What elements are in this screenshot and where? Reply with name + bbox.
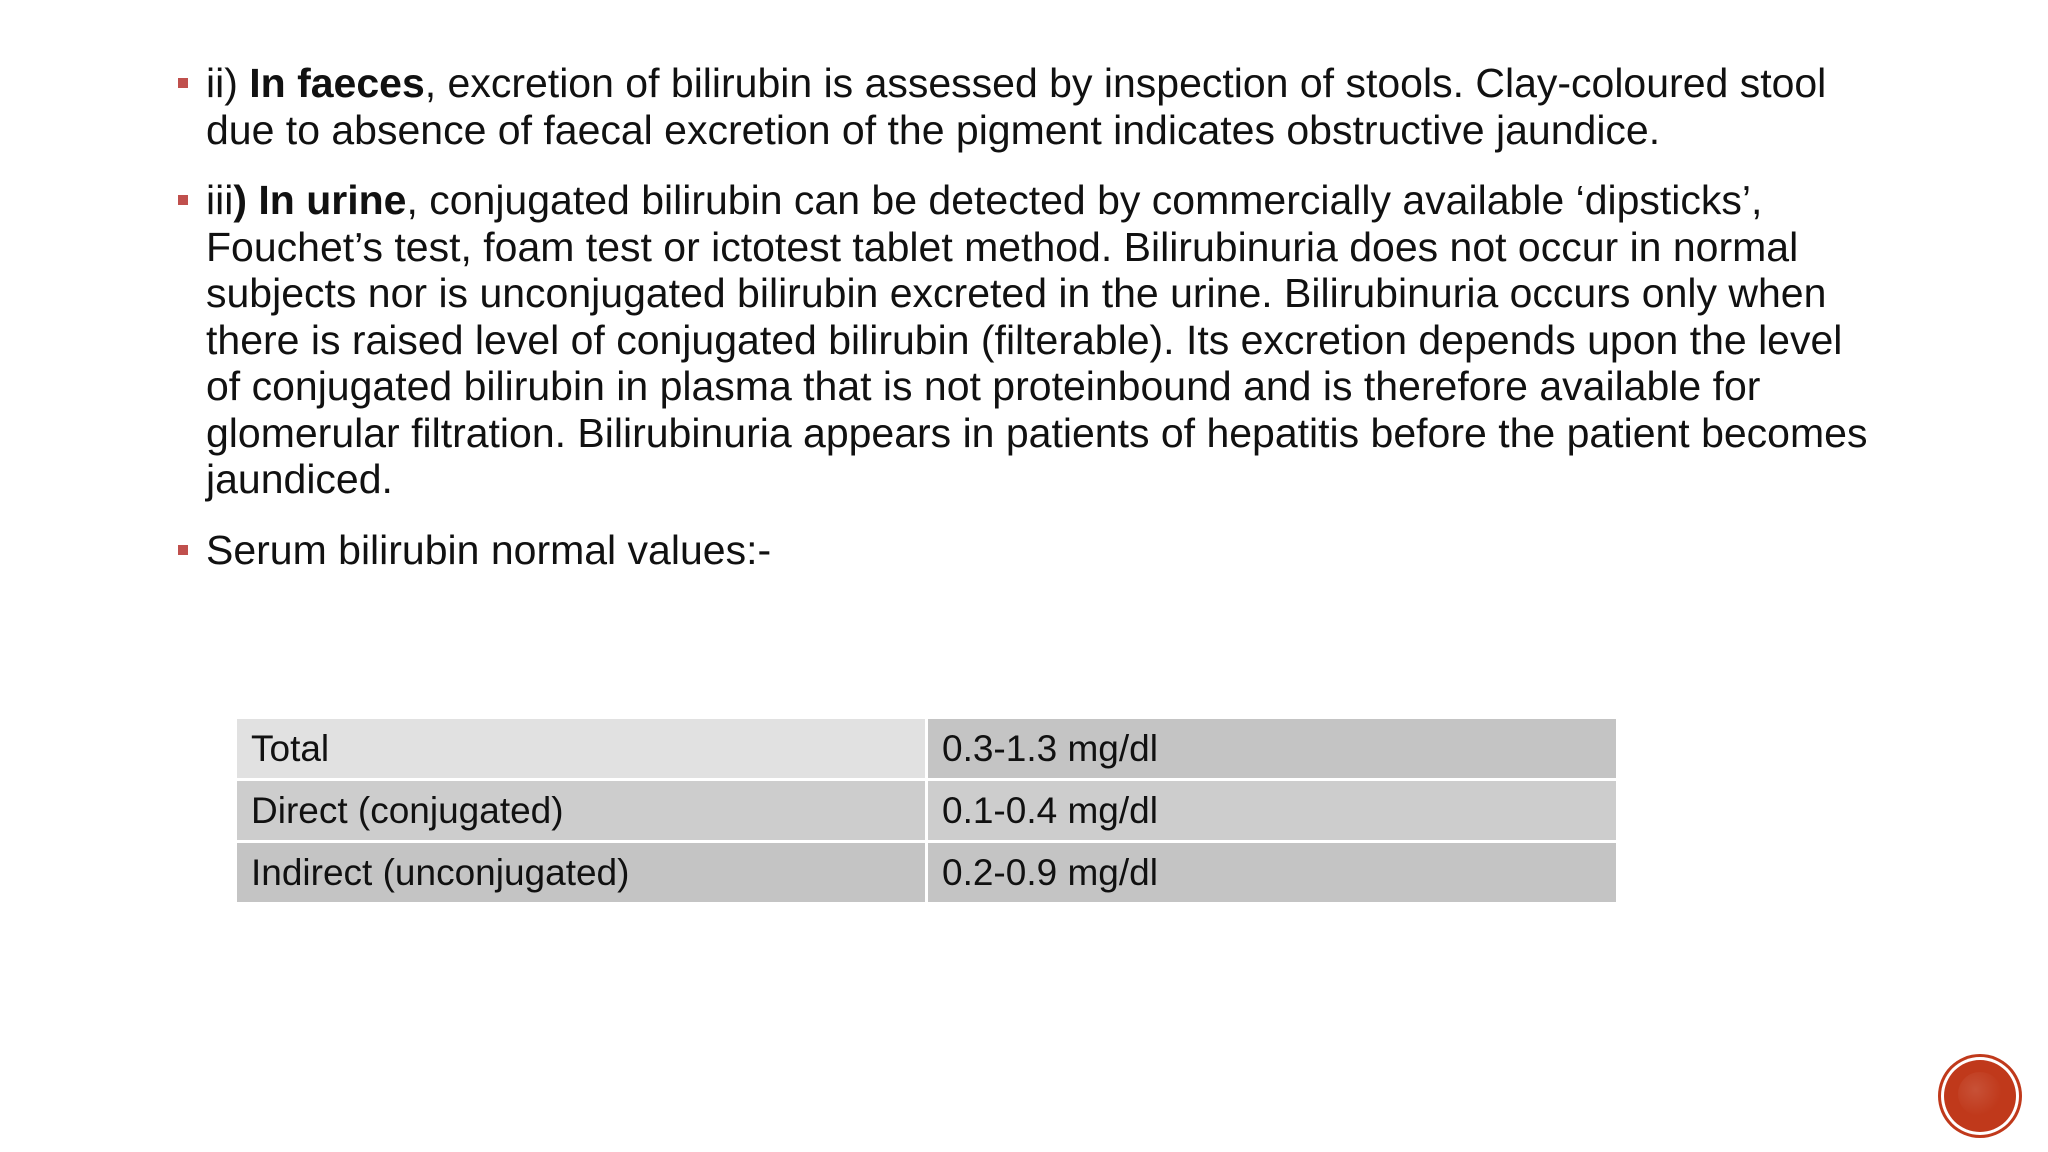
table-cell-label: Indirect (unconjugated) xyxy=(237,843,925,902)
table-cell-label: Direct (conjugated) xyxy=(237,781,925,840)
bullet-prefix: iii xyxy=(206,177,234,223)
bullet-urine xyxy=(178,177,1878,503)
bullet-prefix: ii) xyxy=(206,60,250,106)
square-bullet-icon xyxy=(178,195,188,205)
bullet-text: , excretion of bilirubin is assessed by inspection of stools. Clay-coloured stool due to absence of faecal excretion of the pigment indicates obstructive jaundice. xyxy=(206,60,1827,153)
table-row xyxy=(237,781,1616,840)
table-cell-value: 0.1-0.4 mg/dl xyxy=(928,781,1616,840)
bullet-text: , conjugated bilirubin can be detected by commercially available ‘dipsticks’, Fouchet’s test, foam test or ictotest tablet method. Bilirubinuria does not occur in normal subjects nor is unconjugated bilirubin excreted in the urine. Bilirubinuria occurs only when there is raised level of conjugated bilirubin (filterable). Its excretion depends upon the level of conjugated bilirubin in plasma that is not proteinbound and is therefore available for glomerular filtration. Bilirubinuria appears in patients of hepatitis before the patient becomes jaundiced. xyxy=(206,177,1868,502)
bullet-serum-values xyxy=(178,527,1878,574)
table-cell-value: 0.2-0.9 mg/dl xyxy=(928,843,1616,902)
bullet-list xyxy=(178,60,1878,597)
circle-nav-button-icon[interactable] xyxy=(1944,1060,2016,1132)
square-bullet-icon xyxy=(178,78,188,88)
table-cell-label: Total xyxy=(237,719,925,778)
bullet-heading: ) In urine xyxy=(233,177,407,223)
bilirubin-values-table xyxy=(234,716,1619,905)
table-cell-value: 0.3-1.3 mg/dl xyxy=(928,719,1616,778)
table-row xyxy=(237,843,1616,902)
square-bullet-icon xyxy=(178,545,188,555)
bullet-heading: In faeces xyxy=(249,60,425,106)
bullet-prefix: Serum bilirubin normal values:- xyxy=(206,526,772,573)
bullet-faeces xyxy=(178,60,1878,153)
table-row xyxy=(237,719,1616,778)
